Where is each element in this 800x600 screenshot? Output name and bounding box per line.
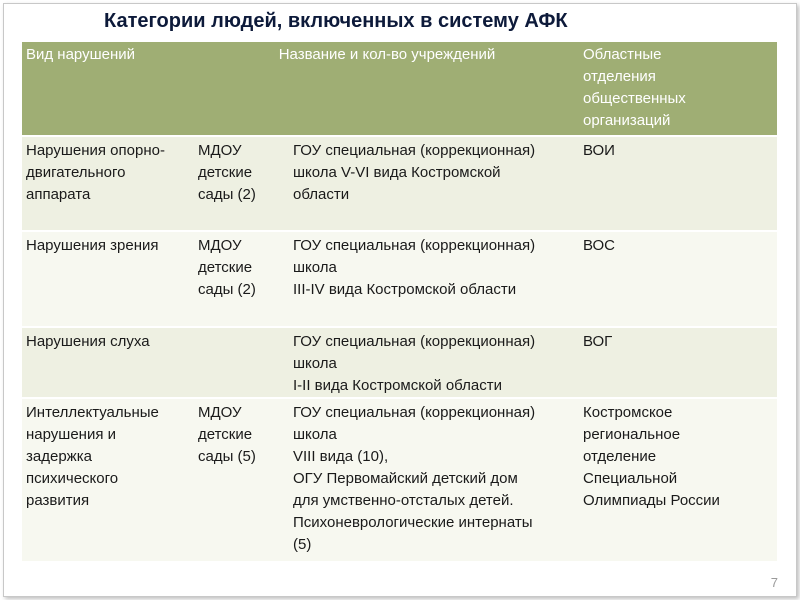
cell-line: МДОУ — [198, 237, 242, 254]
cell-school — [288, 136, 579, 231]
cell-line: детские — [198, 164, 253, 181]
cell-violation — [22, 398, 194, 561]
cell-line: отделение — [583, 448, 657, 465]
header-violation: Вид нарушений — [22, 42, 194, 136]
cell-org — [579, 136, 777, 231]
cell-line: психического — [26, 470, 119, 487]
cell-line: МДОУ — [198, 142, 242, 159]
cell-line: детские — [198, 259, 253, 276]
cell-line: ГОУ специальная (коррекционная) — [293, 333, 536, 350]
cell-line: школа — [293, 426, 337, 443]
header-regional-line: организаций — [583, 112, 671, 129]
cell-line: Костромское — [583, 404, 673, 421]
table-header-row — [22, 42, 777, 136]
cell-line: I-II вида Костромской области — [293, 377, 502, 394]
cell-line: ВОГ — [583, 333, 613, 350]
cell-line: Нарушения зрения — [26, 237, 159, 254]
table-row — [22, 231, 777, 327]
cell-org — [579, 398, 777, 561]
slide-title: Категории людей, включенных в систему АФК — [104, 10, 568, 32]
cell-preschool — [194, 231, 288, 327]
cell-violation — [22, 327, 194, 398]
header-institutions: Название и кол-во учреждений — [194, 42, 579, 136]
table-row — [22, 136, 777, 231]
cell-line: Нарушения слуха — [26, 333, 150, 350]
cell-violation — [22, 231, 194, 327]
cell-line: развития — [26, 492, 90, 509]
cell-line: ВОС — [583, 237, 616, 254]
cell-preschool — [194, 136, 288, 231]
cell-line: (5) — [293, 536, 312, 553]
table-row — [22, 327, 777, 398]
cell-school — [288, 231, 579, 327]
cell-line: Нарушения опорно- — [26, 142, 165, 159]
cell-preschool — [194, 398, 288, 561]
cell-line: школа — [293, 259, 337, 276]
cell-line: ВОИ — [583, 142, 615, 159]
header-regional-line: общественных — [583, 90, 686, 107]
table-row — [22, 398, 777, 561]
cell-line: детские — [198, 426, 253, 443]
cell-line: аппарата — [26, 186, 91, 203]
header-regional-line: Областные — [583, 46, 662, 63]
cell-line: Психоневрологические интернаты — [293, 514, 533, 531]
cell-line: ОГУ Первомайский детский дом — [293, 470, 518, 487]
cell-line: для умственно-отсталых детей. — [293, 492, 514, 509]
cell-line: нарушения и — [26, 426, 117, 443]
cell-line: ГОУ специальная (коррекционная) — [293, 142, 536, 159]
categories-table — [22, 42, 777, 561]
cell-org — [579, 327, 777, 398]
cell-line: региональное — [583, 426, 681, 443]
cell-line: Специальной — [583, 470, 678, 487]
cell-line: VIII вида (10), — [293, 448, 389, 465]
cell-school — [288, 398, 579, 561]
cell-violation — [22, 136, 194, 231]
page-number: 7 — [770, 575, 778, 590]
cell-line: школа — [293, 355, 337, 372]
cell-line: школа V-VI вида Костромской — [293, 164, 501, 181]
cell-line: МДОУ — [198, 404, 242, 421]
cell-school — [288, 327, 579, 398]
cell-line: сады (2) — [198, 186, 256, 203]
cell-line: сады (5) — [198, 448, 256, 465]
header-regional — [579, 42, 777, 136]
cell-line: ГОУ специальная (коррекционная) — [293, 237, 536, 254]
cell-line: ГОУ специальная (коррекционная) — [293, 404, 536, 421]
cell-line: задержка — [26, 448, 92, 465]
cell-line: области — [293, 186, 350, 203]
cell-org — [579, 231, 777, 327]
cell-line: III-IV вида Костромской области — [293, 281, 517, 298]
cell-line: двигательного — [26, 164, 126, 181]
cell-line: сады (2) — [198, 281, 256, 298]
cell-line: Олимпиады России — [583, 492, 720, 509]
cell-line: Интеллектуальные — [26, 404, 159, 421]
cell-preschool — [194, 327, 288, 398]
header-regional-line: отделения — [583, 68, 656, 85]
